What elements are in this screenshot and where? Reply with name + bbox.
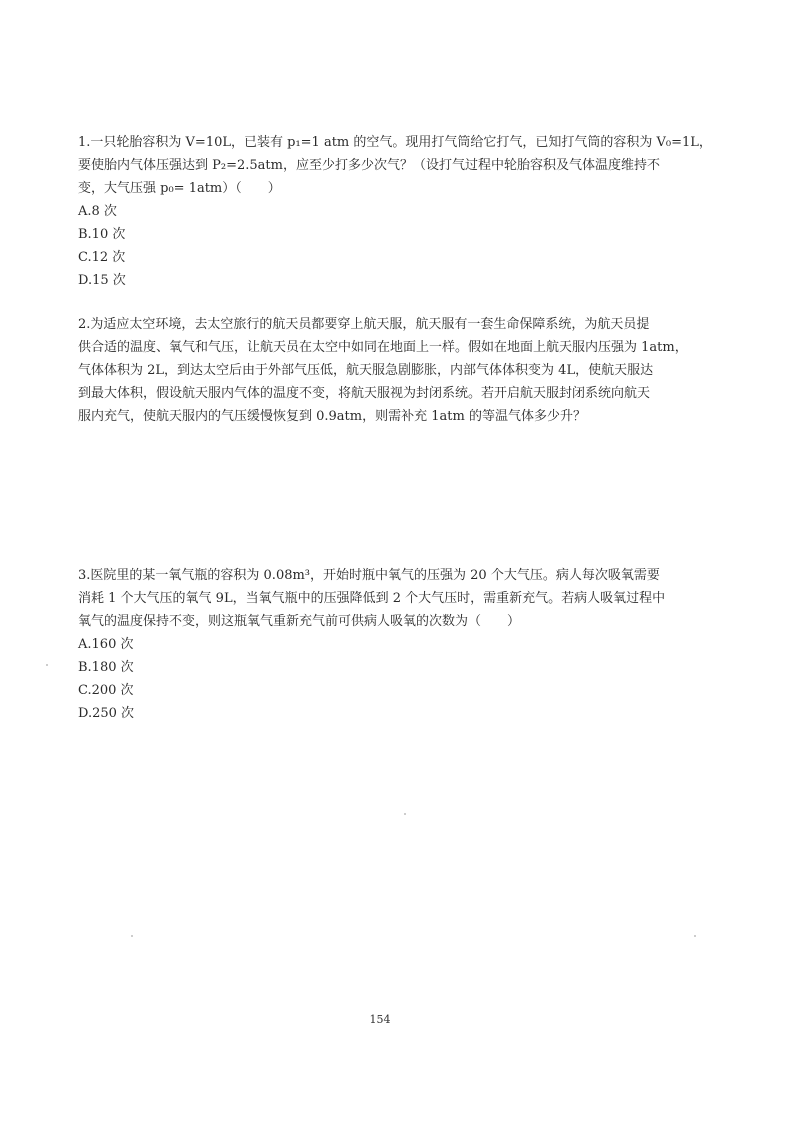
question-2-line-1: 2.为适应太空环境，去太空旅行的航天员都要穿上航天服，航天服有一套生命保障系统，为航天员提: [78, 317, 650, 332]
question-1-option-b: B.10 次: [78, 227, 126, 242]
question-2-line-5: 服内充气，使航天服内的气压缓慢恢复到 0.9atm，则需补充 1atm 的等温气体多少升？: [78, 409, 586, 424]
question-3-option-b: B.180 次: [78, 660, 134, 675]
question-3-line-3: 氧气的温度保持不变，则这瓶氧气重新充气前可供病人吸氧的次数为（ ）: [78, 614, 521, 629]
question-3-line-1: 3.医院里的某一氧气瓶的容积为 0.08m³，开始时瓶中氧气的压强为 20 个大气压。病人每次吸氧需要: [78, 568, 660, 583]
scan-speck: [404, 813, 406, 815]
question-3-option-d: D.250 次: [78, 706, 135, 721]
question-2-line-2: 供合适的温度、氧气和气压，让航天员在太空中如同在地面上一样。假如在地面上航天服内压强为 1atm，: [78, 340, 688, 355]
question-3-line-2: 消耗 1 个大气压的氧气 9L，当氧气瓶中的压强降低到 2 个大气压时，需重新充气。若病人吸氧过程中: [78, 591, 666, 606]
scan-speck: [131, 935, 133, 937]
scan-speck: [46, 664, 48, 666]
question-1-option-c: C.12 次: [78, 250, 126, 265]
question-3-option-a: A.160 次: [78, 637, 134, 652]
question-2-line-4: 到最大体积，假设航天服内气体的温度不变，将航天服视为封闭系统。若开启航天服封闭系统向航天: [78, 386, 651, 401]
question-2-line-3: 气体体积为 2L，到达太空后由于外部气压低，航天服急剧膨胀，内部气体体积变为 4L，使航天服达: [78, 363, 654, 378]
question-1: [78, 131, 718, 292]
question-1-line-1: 1.一只轮胎容积为 V=10L，已装有 p₁=1 atm 的空气。现用打气筒给它打气，已知打气筒的容积为 V₀=1L，: [78, 135, 712, 150]
question-3: [78, 564, 718, 725]
scan-speck: [694, 935, 696, 937]
question-1-option-a: A.8 次: [78, 204, 117, 219]
question-1-line-2: 要使胎内气体压强达到 P₂=2.5atm，应至少打多少次气？（设打气过程中轮胎容积及气体温度维持不: [78, 158, 660, 173]
question-2: [78, 313, 718, 428]
question-3-option-c: C.200 次: [78, 683, 134, 698]
page-number: 154: [369, 1013, 391, 1026]
question-1-option-d: D.15 次: [78, 273, 126, 288]
question-1-line-3: 变，大气压强 p₀= 1atm）（ ）: [78, 181, 281, 196]
